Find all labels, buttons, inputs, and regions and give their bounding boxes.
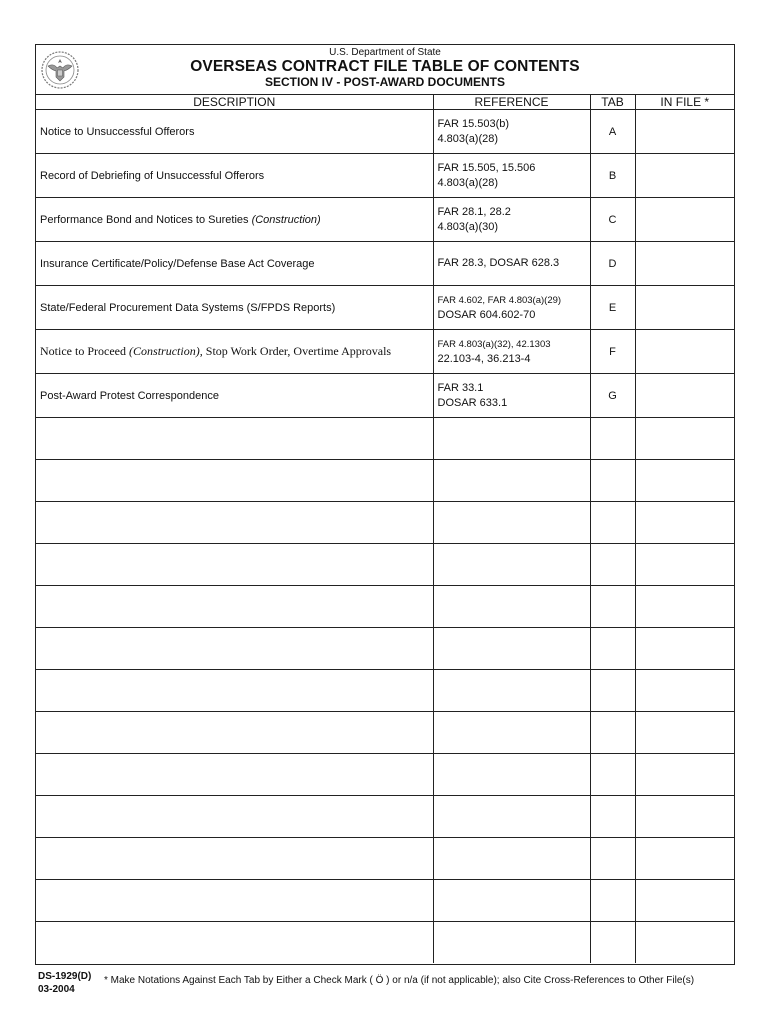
row-description <box>36 154 433 198</box>
reference-line-1: FAR 15.503(b) <box>437 117 510 130</box>
blank-row <box>36 838 734 880</box>
blank-reference-field[interactable] <box>433 880 590 922</box>
blank-description-field[interactable] <box>36 880 433 922</box>
blank-description-field[interactable] <box>36 754 433 796</box>
blank-tab-field[interactable] <box>590 712 635 754</box>
blank-tab-field[interactable] <box>590 502 635 544</box>
blank-description-field[interactable] <box>36 418 433 460</box>
reference-line-2: 4.803(a)(28) <box>437 132 499 145</box>
row-tab: G <box>590 374 635 418</box>
reference-line-2: DOSAR 633.1 <box>437 396 508 409</box>
row-reference <box>433 198 590 242</box>
blank-tab-field[interactable] <box>590 838 635 880</box>
row-reference <box>433 154 590 198</box>
row-in-file-field[interactable] <box>635 154 734 198</box>
contents-table <box>36 94 734 963</box>
row-in-file-field[interactable] <box>635 374 734 418</box>
description-tail: Stop Work Order, Overtime Approvals <box>205 344 392 358</box>
blank-tab-field[interactable] <box>590 628 635 670</box>
description-emphasis: (Construction), <box>129 344 203 358</box>
row-description <box>36 330 433 374</box>
form-code <box>38 970 91 996</box>
blank-in-file-field[interactable] <box>635 586 734 628</box>
footnote: * Make Notations Against Each Tab by Either a Check Mark ( Ö ) or n/a (if not applicable); also Cite Cross-References to Other File(s) <box>104 975 695 986</box>
description-text: Notice to Unsuccessful Offerors <box>40 125 195 138</box>
blank-tab-field[interactable] <box>590 796 635 838</box>
blank-in-file-field[interactable] <box>635 628 734 670</box>
row-in-file-field[interactable] <box>635 330 734 374</box>
column-header-reference: REFERENCE <box>433 95 590 110</box>
reference-line-1: FAR 4.803(a)(32), 42.1303 <box>437 338 551 350</box>
reference-line-1: FAR 4.602, FAR 4.803(a)(29) <box>437 294 562 306</box>
description-text: State/Federal Procurement Data Systems (S/FPDS Reports) <box>40 301 336 314</box>
blank-tab-field[interactable] <box>590 460 635 502</box>
blank-in-file-field[interactable] <box>635 796 734 838</box>
row-tab: E <box>590 286 635 330</box>
blank-in-file-field[interactable] <box>635 754 734 796</box>
table-row <box>36 110 734 154</box>
table-row <box>36 374 734 418</box>
blank-row <box>36 460 734 502</box>
section-title: SECTION IV - POST-AWARD DOCUMENTS <box>264 75 505 89</box>
reference-line-1: FAR 28.3, DOSAR 628.3 <box>437 257 560 269</box>
reference-line-1: FAR 33.1 <box>437 381 484 394</box>
blank-in-file-field[interactable] <box>635 418 734 460</box>
row-description <box>36 110 433 154</box>
row-reference <box>433 286 590 330</box>
form-title: OVERSEAS CONTRACT FILE TABLE OF CONTENTS <box>190 58 580 75</box>
row-description <box>36 374 433 418</box>
row-reference <box>433 242 590 286</box>
blank-tab-field[interactable] <box>590 586 635 628</box>
blank-reference-field[interactable] <box>433 586 590 628</box>
blank-reference-field[interactable] <box>433 712 590 754</box>
row-reference <box>433 330 590 374</box>
table-row <box>36 330 734 374</box>
blank-description-field[interactable] <box>36 628 433 670</box>
blank-in-file-field[interactable] <box>635 838 734 880</box>
blank-description-field[interactable] <box>36 712 433 754</box>
blank-row <box>36 544 734 586</box>
blank-in-file-field[interactable] <box>635 712 734 754</box>
column-header-description: DESCRIPTION <box>36 95 433 110</box>
blank-tab-field[interactable] <box>590 880 635 922</box>
row-tab: A <box>590 110 635 154</box>
form-date: 03-2004 <box>38 984 75 995</box>
blank-reference-field[interactable] <box>433 922 590 964</box>
blank-row <box>36 670 734 712</box>
row-tab: C <box>590 198 635 242</box>
blank-in-file-field[interactable] <box>635 880 734 922</box>
table-row <box>36 198 734 242</box>
blank-reference-field[interactable] <box>433 460 590 502</box>
reference-line-1: FAR 15.505, 15.506 <box>437 161 536 174</box>
blank-description-field[interactable] <box>36 460 433 502</box>
row-tab: D <box>590 242 635 286</box>
blank-reference-field[interactable] <box>433 544 590 586</box>
blank-description-field[interactable] <box>36 502 433 544</box>
blank-tab-field[interactable] <box>590 922 635 964</box>
blank-description-field[interactable] <box>36 544 433 586</box>
blank-reference-field[interactable] <box>433 754 590 796</box>
row-description <box>36 198 433 242</box>
column-header-tab: TAB <box>590 95 635 110</box>
blank-tab-field[interactable] <box>590 670 635 712</box>
blank-tab-field[interactable] <box>590 544 635 586</box>
blank-description-field[interactable] <box>36 670 433 712</box>
blank-in-file-field[interactable] <box>635 460 734 502</box>
blank-row <box>36 628 734 670</box>
blank-tab-field[interactable] <box>590 754 635 796</box>
description-text: Insurance Certificate/Policy/Defense Base Act Coverage <box>40 257 315 270</box>
reference-line-1: FAR 28.1, 28.2 <box>437 205 511 218</box>
department-name: U.S. Department of State <box>329 47 441 58</box>
blank-reference-field[interactable] <box>433 628 590 670</box>
reference-line-2: 4.803(a)(30) <box>437 220 499 233</box>
row-in-file-field[interactable] <box>635 198 734 242</box>
blank-row <box>36 712 734 754</box>
blank-row <box>36 418 734 460</box>
blank-reference-field[interactable] <box>433 502 590 544</box>
table-row <box>36 154 734 198</box>
description-text: Performance Bond and Notices to Sureties <box>40 213 249 226</box>
blank-row <box>36 922 734 964</box>
blank-in-file-field[interactable] <box>635 670 734 712</box>
form-number: DS-1929(D) <box>38 971 92 982</box>
blank-row <box>36 502 734 544</box>
blank-in-file-field[interactable] <box>635 544 734 586</box>
row-reference <box>433 374 590 418</box>
column-header-in-file: IN FILE * <box>635 95 734 110</box>
row-in-file-field[interactable] <box>635 242 734 286</box>
table-row <box>36 286 734 330</box>
blank-description-field[interactable] <box>36 586 433 628</box>
description-text: Notice to Proceed <box>40 344 126 358</box>
reference-line-2: DOSAR 604.602-70 <box>437 308 536 321</box>
blank-row <box>36 754 734 796</box>
reference-line-2: 4.803(a)(28) <box>437 176 499 189</box>
row-in-file-field[interactable] <box>635 110 734 154</box>
blank-description-field[interactable] <box>36 838 433 880</box>
description-emphasis: (Construction) <box>251 213 321 226</box>
blank-description-field[interactable] <box>36 922 433 964</box>
row-description <box>36 242 433 286</box>
blank-row <box>36 796 734 838</box>
table-row <box>36 242 734 286</box>
row-reference <box>433 110 590 154</box>
row-in-file-field[interactable] <box>635 286 734 330</box>
blank-description-field[interactable] <box>36 796 433 838</box>
blank-tab-field[interactable] <box>590 418 635 460</box>
row-tab: B <box>590 154 635 198</box>
reference-line-2: 22.103-4, 36.213-4 <box>437 352 531 365</box>
row-description <box>36 286 433 330</box>
contract-file-form <box>35 44 735 965</box>
blank-in-file-field[interactable] <box>635 502 734 544</box>
blank-reference-field[interactable] <box>433 670 590 712</box>
blank-reference-field[interactable] <box>433 796 590 838</box>
blank-row <box>36 586 734 628</box>
description-text: Record of Debriefing of Unsuccessful Offerors <box>40 169 265 182</box>
blank-reference-field[interactable] <box>433 418 590 460</box>
blank-in-file-field[interactable] <box>635 922 734 964</box>
description-text: Post-Award Protest Correspondence <box>40 389 219 402</box>
row-tab: F <box>590 330 635 374</box>
blank-reference-field[interactable] <box>433 838 590 880</box>
blank-row <box>36 880 734 922</box>
table-header-row <box>36 95 734 110</box>
